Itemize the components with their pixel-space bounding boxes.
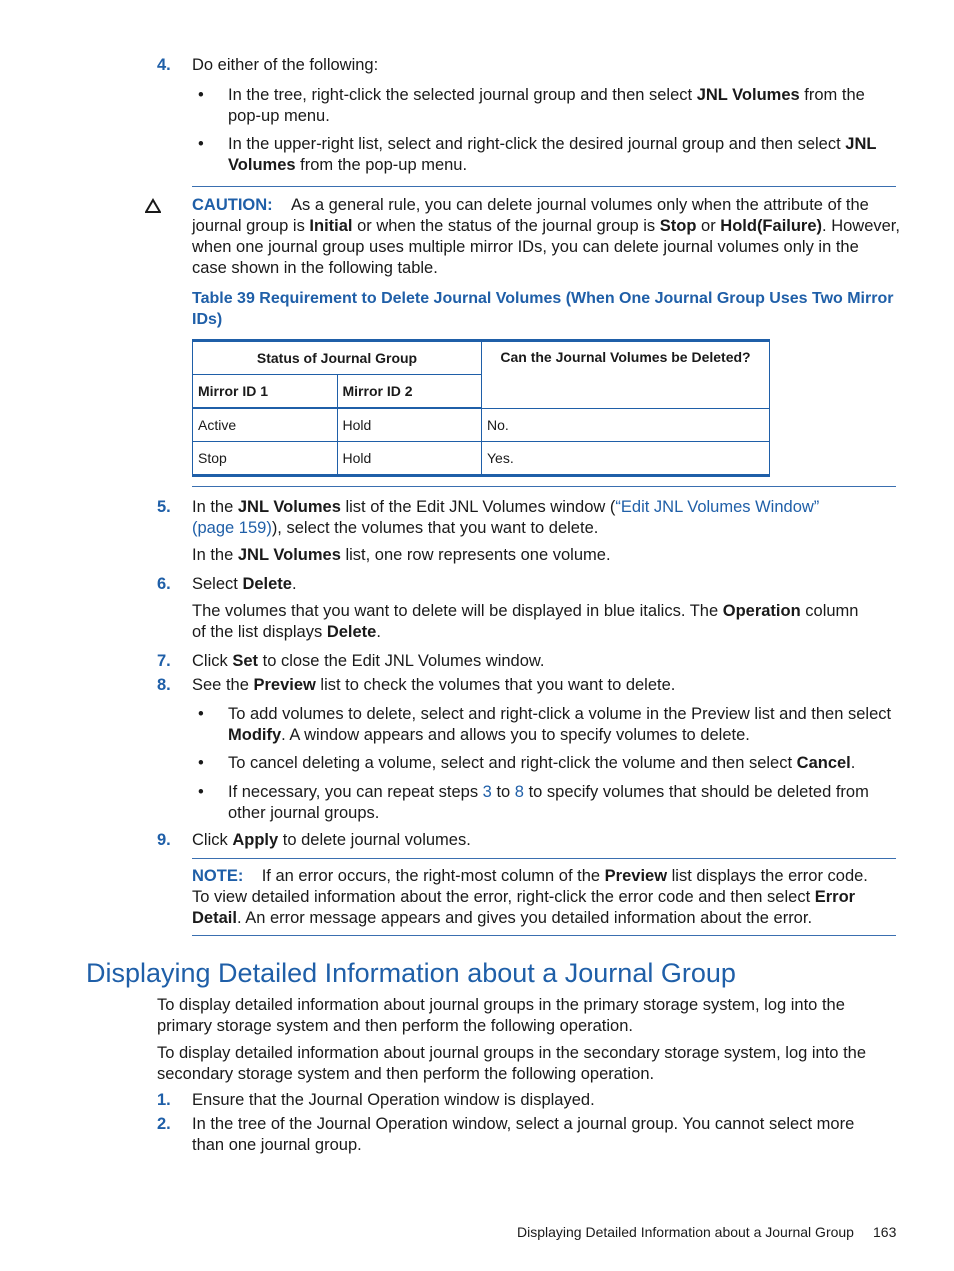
- table-row: [193, 442, 770, 476]
- step-text: In the JNL Volumes list of the Edit JNL Volumes window (“Edit JNL Volumes Window”: [192, 498, 820, 516]
- caution-line: when one journal group uses multiple mirror IDs, you can delete journal volumes only in the: [192, 238, 859, 256]
- divider: [192, 858, 896, 859]
- bullet-text: Volumes from the pop-up menu.: [228, 156, 468, 174]
- step-number: 8.: [157, 676, 171, 694]
- step-text: Do either of the following:: [192, 56, 379, 74]
- bullet-text: Modify. A window appears and allows you to specify volumes to delete.: [228, 726, 750, 744]
- table-header-result: Can the Journal Volumes be Deleted?: [482, 341, 770, 409]
- bullet: •: [198, 135, 204, 153]
- step-text: See the Preview list to check the volumes that you want to delete.: [192, 676, 676, 694]
- bullet-text: other journal groups.: [228, 804, 380, 822]
- paragraph-line: secondary storage system and then perform the following operation.: [157, 1065, 655, 1083]
- bullet: •: [198, 754, 204, 772]
- table-cell: Hold: [337, 408, 482, 442]
- step-text: The volumes that you want to delete will be displayed in blue italics. The Operation column: [192, 602, 859, 620]
- divider: [192, 186, 896, 187]
- step-number: 9.: [157, 831, 171, 849]
- page-number: 163: [873, 1224, 897, 1240]
- table-header-mirror1: Mirror ID 1: [193, 375, 338, 409]
- paragraph-line: primary storage system and then perform the following operation.: [157, 1017, 633, 1035]
- section-heading: Displaying Detailed Information about a Journal Group: [86, 958, 736, 988]
- paragraph-line: To display detailed information about journal groups in the primary storage system, log into the: [157, 996, 845, 1014]
- table-header-mirror2: Mirror ID 2: [337, 375, 482, 409]
- note-line: NOTE: If an error occurs, the right-most column of the Preview list displays the error code.: [192, 867, 868, 885]
- step-number: 5.: [157, 498, 171, 516]
- bullet: •: [198, 86, 204, 104]
- step-number: 1.: [157, 1091, 171, 1109]
- table-cell: Yes.: [482, 442, 770, 476]
- bullet-text: To cancel deleting a volume, select and right-click the volume and then select Cancel.: [228, 754, 856, 772]
- requirement-table: [192, 339, 770, 477]
- divider: [192, 486, 896, 487]
- bullet-text: In the upper-right list, select and right-click the desired journal group and then select JNL: [228, 135, 877, 153]
- step-3-link[interactable]: 3: [482, 783, 492, 801]
- step-number: 7.: [157, 652, 171, 670]
- step-text: Click Set to close the Edit JNL Volumes window.: [192, 652, 545, 670]
- table-caption: Table 39 Requirement to Delete Journal Volumes (When One Journal Group Uses Two Mirror: [192, 290, 894, 307]
- step-text: Select Delete.: [192, 575, 297, 593]
- bullet-text: pop-up menu.: [228, 107, 330, 125]
- note-line: Detail. An error message appears and gives you detailed information about the error.: [192, 909, 813, 927]
- footer-title: Displaying Detailed Information about a Journal Group: [517, 1224, 854, 1240]
- step-text: Click Apply to delete journal volumes.: [192, 831, 471, 849]
- note-label: NOTE:: [192, 867, 244, 885]
- bullet-text: In the tree, right-click the selected journal group and then select JNL Volumes from the: [228, 86, 865, 104]
- table-header-group: Status of Journal Group: [193, 341, 482, 375]
- step-text: Ensure that the Journal Operation window is displayed.: [192, 1091, 595, 1109]
- step-text: (page 159)), select the volumes that you want to delete.: [192, 519, 599, 537]
- step-text: In the tree of the Journal Operation window, select a journal group. You cannot select more: [192, 1115, 855, 1133]
- bullet: •: [198, 783, 204, 801]
- table-cell: Hold: [337, 442, 482, 476]
- edit-jnl-volumes-link[interactable]: “Edit JNL Volumes Window”: [615, 498, 820, 516]
- caution-label: CAUTION:: [192, 196, 273, 214]
- step-number: 2.: [157, 1115, 171, 1133]
- step-text: than one journal group.: [192, 1136, 362, 1154]
- caution-line: case shown in the following table.: [192, 259, 438, 277]
- table-cell: Stop: [193, 442, 338, 476]
- table-cell: Active: [193, 408, 338, 442]
- step-number: 6.: [157, 575, 171, 593]
- note-line: To view detailed information about the error, right-click the error code and then select Error: [192, 888, 856, 906]
- step-text: In the JNL Volumes list, one row represents one volume.: [192, 546, 611, 564]
- caution-line: journal group is Initial or when the status of the journal group is Stop or Hold(Failure). However,: [192, 217, 900, 235]
- divider: [192, 935, 896, 936]
- step-8-link[interactable]: 8: [514, 783, 524, 801]
- table-caption: IDs): [192, 311, 223, 328]
- step-text: of the list displays Delete.: [192, 623, 381, 641]
- bullet: •: [198, 705, 204, 723]
- bullet-text: To add volumes to delete, select and right-click a volume in the Preview list and then select: [228, 705, 892, 723]
- paragraph-line: To display detailed information about journal groups in the secondary storage system, log into the: [157, 1044, 867, 1062]
- table-row: [193, 408, 770, 442]
- caution-line: CAUTION: As a general rule, you can delete journal volumes only when the attribute of the: [192, 196, 869, 214]
- table-cell: No.: [482, 408, 770, 442]
- page-link[interactable]: (page 159): [192, 519, 272, 537]
- bullet-text: If necessary, you can repeat steps 3 to 8 to specify volumes that should be deleted from: [228, 783, 869, 801]
- caution-triangle-icon: [145, 198, 161, 214]
- step-number: 4.: [157, 56, 171, 74]
